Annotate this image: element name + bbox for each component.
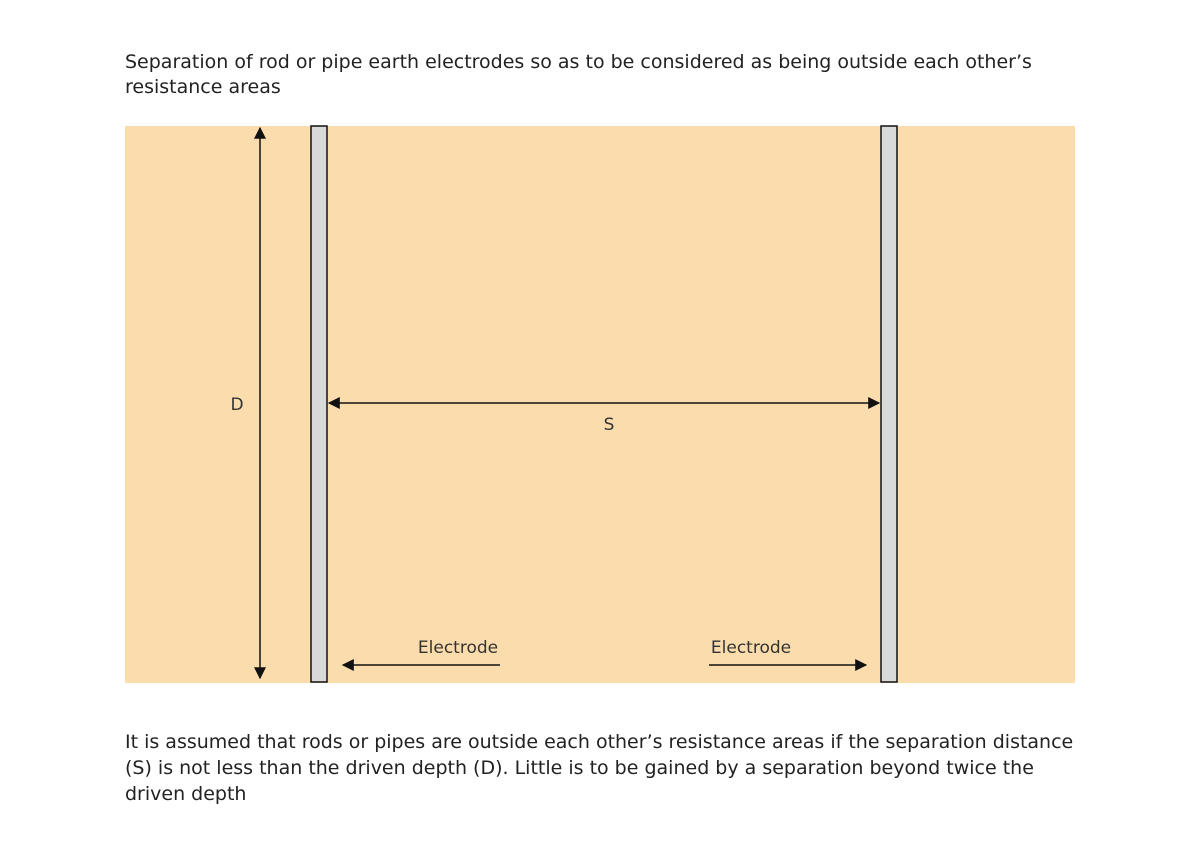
right-electrode (881, 126, 897, 682)
separation-label: S (603, 415, 615, 435)
depth-label: D (230, 395, 244, 415)
electrode-right-label: Electrode (710, 638, 792, 658)
electrode-left-label: Electrode (417, 638, 499, 658)
ground-area (125, 126, 1075, 683)
left-electrode (311, 126, 327, 682)
diagram-caption: It is assumed that rods or pipes are outside each other’s resistance areas if the separation distance (S) is not less than the driven depth (D). Little is to be gained by a separation beyond twice the driven depth (125, 731, 1074, 805)
diagram-title: Separation of rod or pipe earth electrodes so as to be considered as being outside each other’s resistance areas (125, 51, 1032, 98)
